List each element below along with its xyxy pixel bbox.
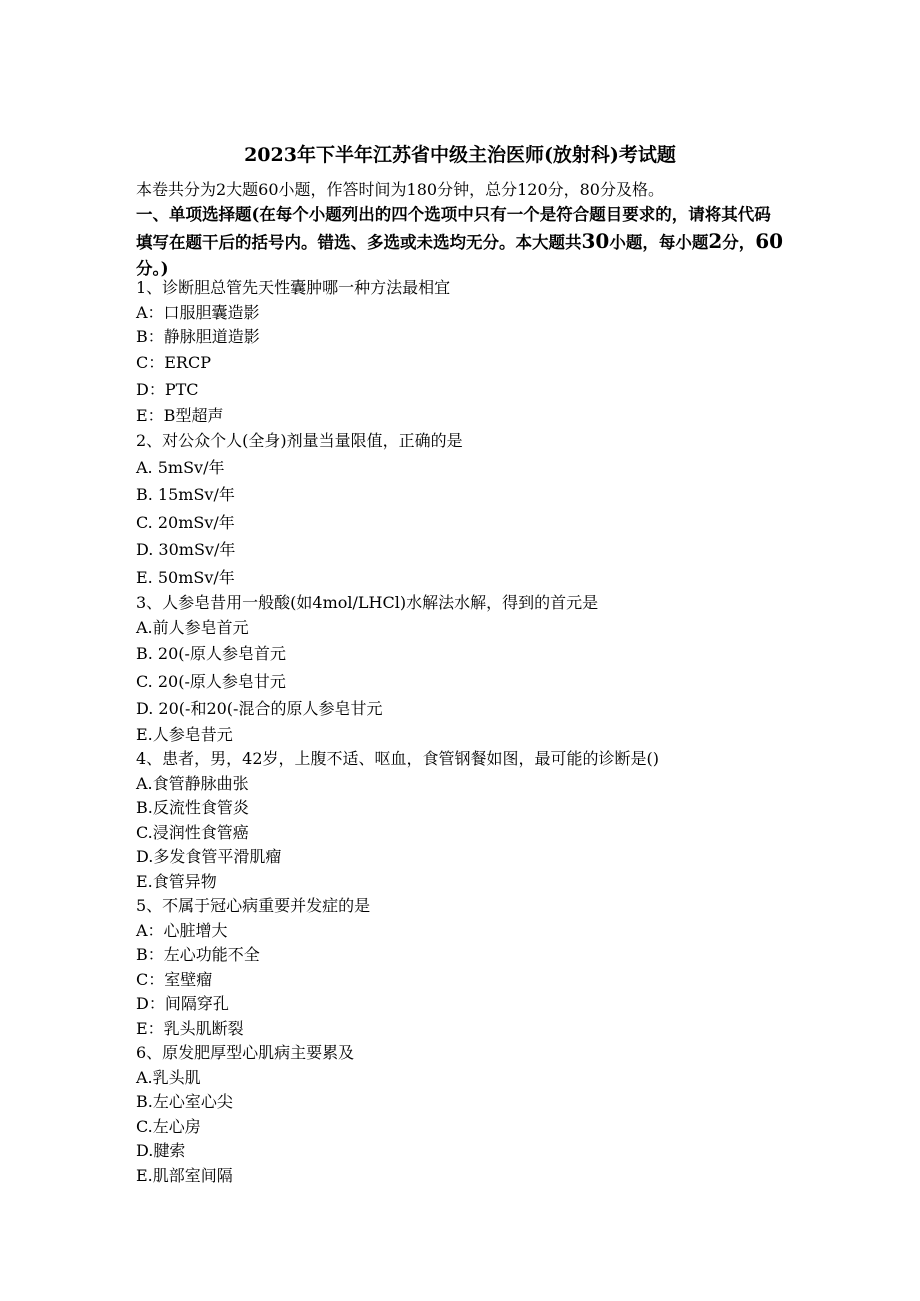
question-stem: 1、诊断胆总管先天性囊肿哪一种方法最相宜 [136, 278, 451, 297]
section-text-2: 小题，每小题 [609, 233, 709, 252]
question-option: A：口服胆囊造影 [136, 302, 260, 322]
section-text-4: 分。) [136, 259, 169, 278]
question-stem: 3、人参皂昔用一般酸(如4mol/LHCl)水解法水解，得到的首元是 [136, 593, 599, 612]
question-stem: 5、不属于冠心病重要并发症的是 [136, 896, 371, 915]
question-option: B：左心功能不全 [136, 945, 260, 964]
question-option: D.腱索 [136, 1141, 186, 1160]
section-count: 30 [581, 229, 610, 253]
question-option: C. 20(-原人参皂甘元 [136, 671, 286, 691]
section-total: 60 [755, 229, 784, 253]
question-option: C.浸润性食管癌 [136, 822, 249, 842]
question-option: A.乳头肌 [136, 1067, 201, 1087]
question-option: E.食管异物 [136, 871, 217, 891]
section-points: 2 [708, 229, 723, 253]
question-option: B. 15mSv/年 [136, 485, 235, 504]
exam-intro: 本卷共分为2大题60小题，作答时间为180分钟，总分120分，80分及格。 [136, 180, 664, 199]
question-option: E.肌部室间隔 [136, 1165, 233, 1185]
question-option: A. 5mSv/年 [136, 457, 225, 477]
question-option: B. 20(-原人参皂首元 [136, 644, 286, 663]
question-option: A.前人参皂首元 [136, 617, 249, 637]
question-option: E：B型超声 [136, 406, 224, 425]
question-list [136, 276, 796, 1188]
question-option: C. 20mSv/年 [136, 512, 235, 532]
question-stem: 6、原发肥厚型心肌病主要累及 [136, 1043, 355, 1062]
question-option: E. 50mSv/年 [136, 567, 235, 587]
question-option: D.多发食管平滑肌瘤 [136, 847, 282, 866]
question-option: D. 30mSv/年 [136, 540, 236, 559]
question-option: D. 20(-和20(-混合的原人参皂甘元 [136, 699, 383, 718]
question-option: B：静脉胆道造影 [136, 327, 260, 346]
question-option: D：PTC [136, 379, 199, 399]
question-option: C：ERCP [136, 352, 211, 372]
question-option: A：心脏增大 [136, 920, 228, 940]
document-title: 2023年下半年江苏省中级主治医师(放射科)考试题 [244, 144, 676, 166]
question-option: C：室壁瘤 [136, 969, 213, 989]
question-option: B.反流性食管炎 [136, 798, 249, 817]
question-option: B.左心室心尖 [136, 1092, 233, 1111]
question-option: D：间隔穿孔 [136, 994, 229, 1013]
question-option: A.食管静脉曲张 [136, 773, 249, 793]
section-text-1: 一、单项选择题(在每个小题列出的四个选项中只有一个是符合题目要求的，请将其代码填写在题干后的括号内。错选、多选或未选均无分。本大题共 [136, 205, 771, 252]
question-option: E：乳头肌断裂 [136, 1018, 244, 1038]
section-heading [136, 202, 786, 282]
question-stem: 4、患者，男，42岁，上腹不适、呕血，食管钢餐如图，最可能的诊断是() [136, 749, 660, 768]
question-option: E.人参皂昔元 [136, 724, 233, 744]
section-text-3: 分， [722, 233, 756, 252]
question-stem: 2、对公众个人(全身)剂量当量限值，正确的是 [136, 431, 463, 450]
question-option: C.左心房 [136, 1116, 201, 1136]
